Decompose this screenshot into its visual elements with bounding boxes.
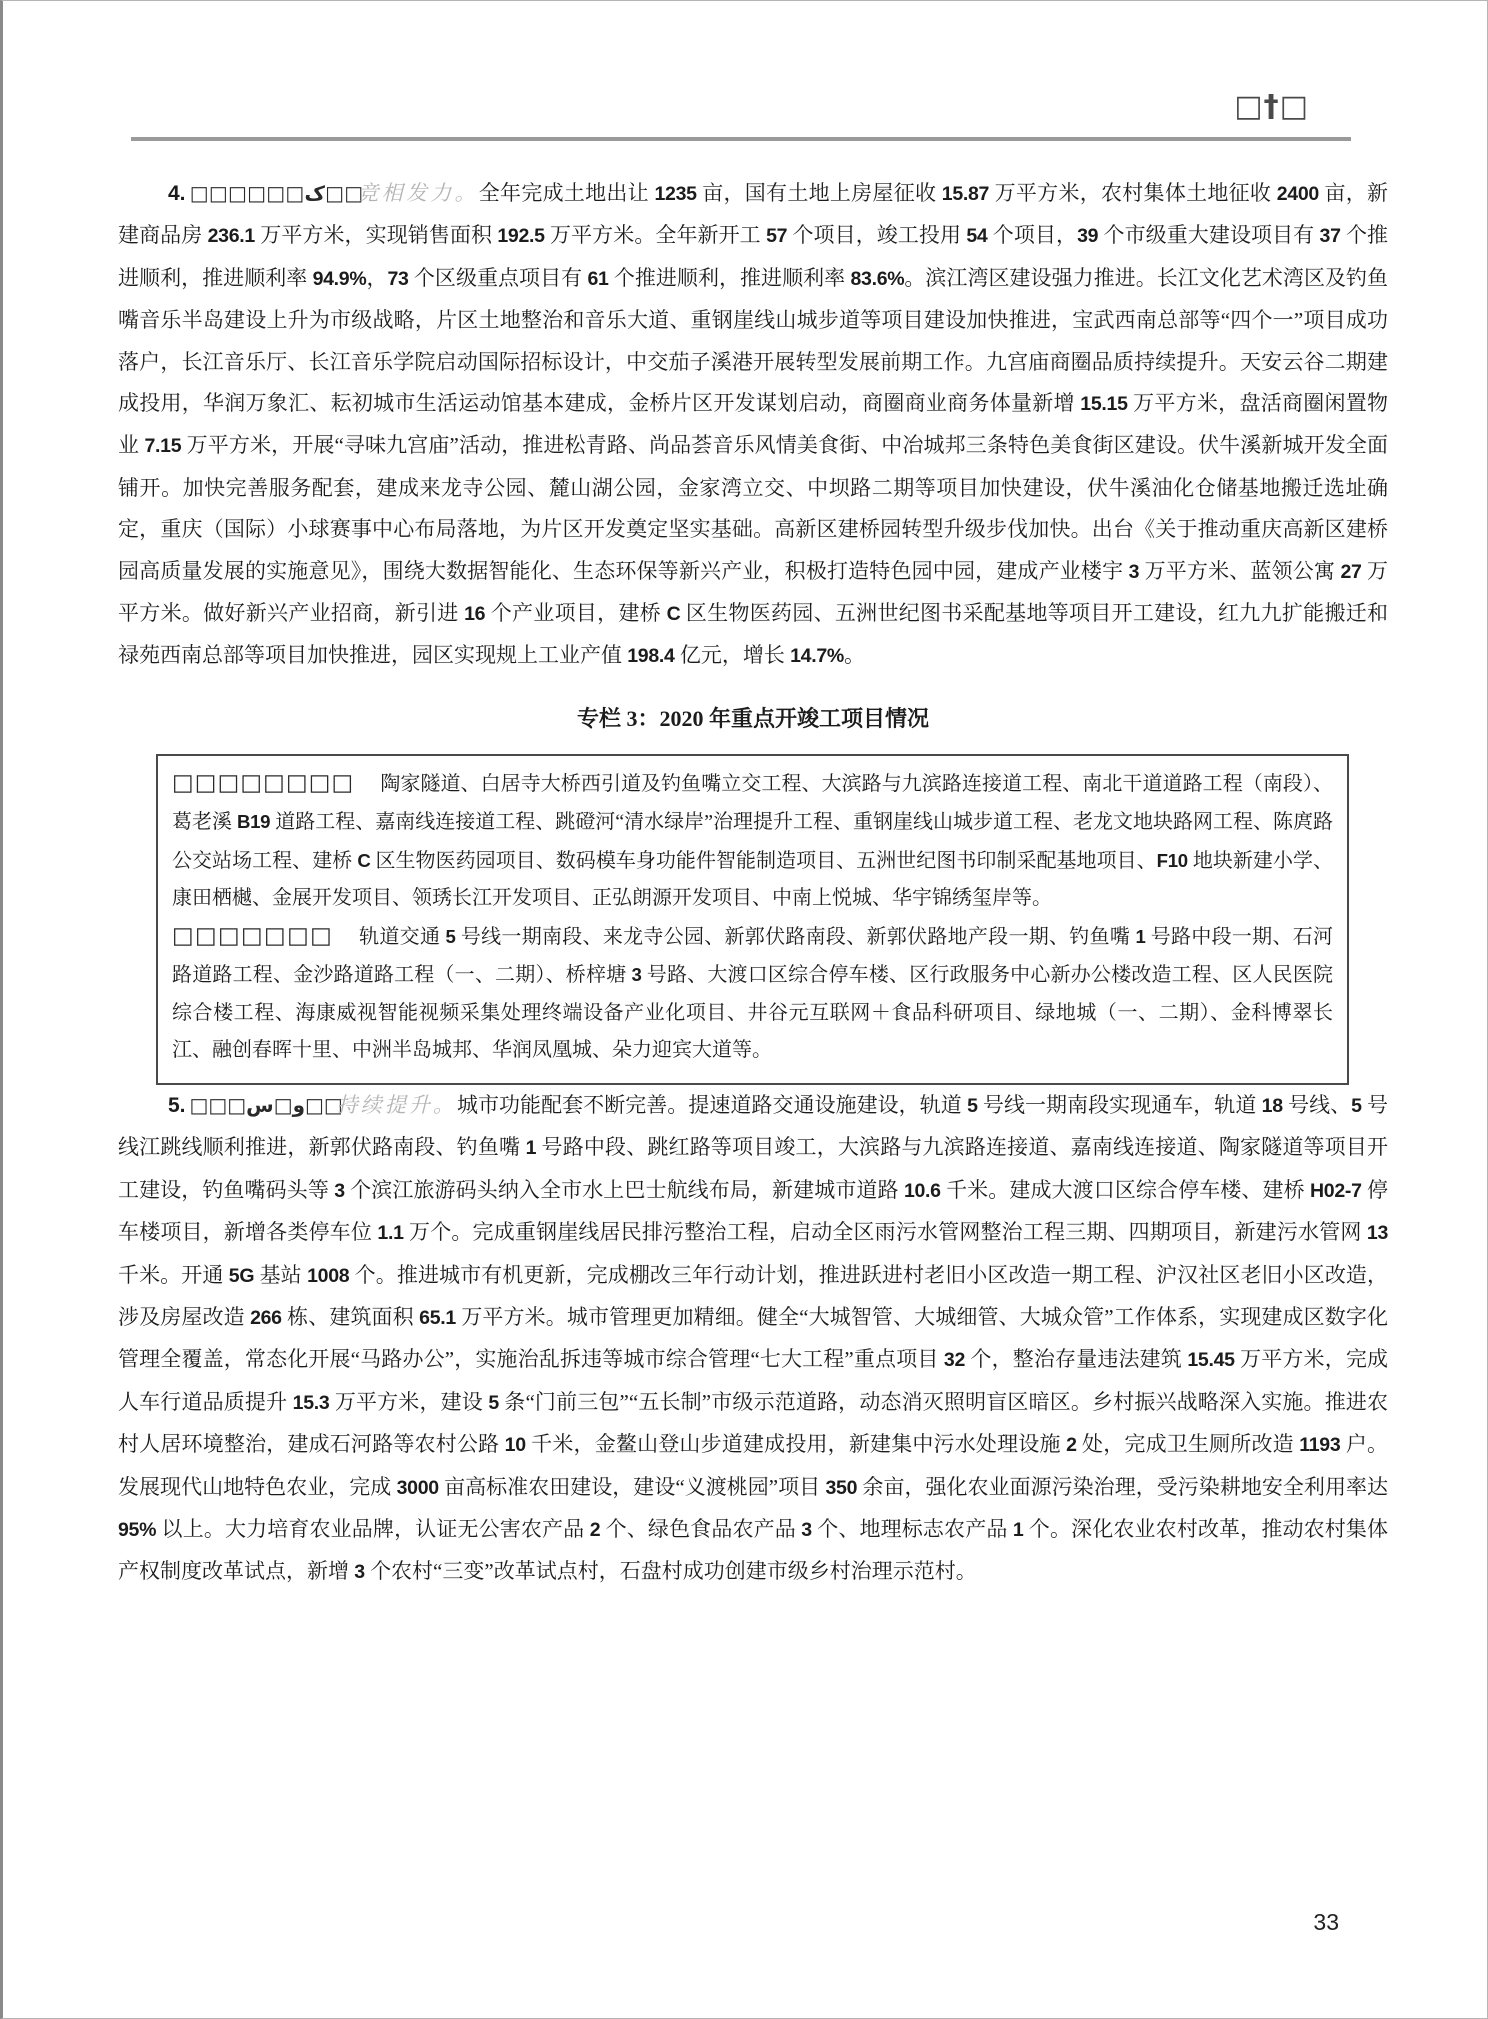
paragraph-4 [118, 173, 1388, 678]
page-content [118, 173, 1388, 1594]
paragraph-5-script-title: 持续提升。 [336, 1092, 457, 1117]
project-row-started-label-tofu: □□□□□□□□ [172, 769, 355, 796]
project-box [156, 754, 1349, 1085]
paragraph-4-number: 4. [168, 182, 186, 205]
project-row-completed-label-tofu: □□□□□□□ [172, 922, 334, 949]
column-box-title: 专栏 3：2020 年重点开竣工项目情况 [576, 705, 929, 731]
page-number: 33 [1313, 1909, 1339, 1935]
paragraph-4-script-title: 竞相发力。 [357, 181, 479, 205]
project-row-started-text: 陶家隧道、白居寺大桥西引道及钓鱼嘴立交工程、大滨路与九滨路连接道工程、南北干道道路工程（南段）、葛老溪 B19 道路工程、嘉南线连接道工程、跳磴河“清水绿岸”治理提升工程、重钢崖线山城步道工程、老龙文地块路网工程、陈庹路公交站场工程、建桥 C 区生物医药园项目、数码模车身功能件智能制造项目、五洲世纪图书印制采配基地项目、F10 地块新建小学、康田栖樾、金展开发项目、领琇长江开发项目、正弘朗源开发项目、中南上悦城、华宇锦绣玺岸等。 [172, 772, 1334, 910]
header-glyph-mark: □†□ [1234, 89, 1309, 124]
project-row-completed-text: 轨道交通 5 号线一期南段、来龙寺公园、新郭伏路南段、新郭伏路地产段一期、钓鱼嘴 1 号路中段一期、石河路道路工程、金沙路道路工程（一、二期）、桥梓塘 3 号路、大渡口区综合停车楼、区行政服务中心新办公楼改造工程、区人民医院综合楼工程、海康威视智能视频采集处理终端设备产业化项目、井谷元互联网＋食品科研项目、绿地城（一、二期）、金科博翠长江、融创春晖十里、中洲半岛城邦、华润凤凰城、朵力迎宾大道等。 [172, 925, 1334, 1062]
paragraph-5-number: 5. [168, 1093, 186, 1117]
project-row-started [172, 765, 1333, 918]
paragraph-5 [118, 1085, 1388, 1594]
paragraph-5-body: 城市功能配套不断完善。提速道路交通设施建设，轨道 5 号线一期南段实现通车，轨道 18 号线、5 号线江跳线顺利推进，新郭伏路南段、钓鱼嘴 1 号路中段、跳红路等项目竣工，大滨路与九滨路连接道、嘉南线连接道、陶家隧道等项目开工建设，钓鱼嘴码头等 3 个滨江旅游码头纳入全市水上巴士航线布局，新建城市道路 10.6 千米。建成大渡口区综合停车楼、建桥 H02-7 停车楼项目，新增各类停车位 1.1 万个。完成重钢崖线居民排污整治工程，启动全区雨污水管网整治工程三期、四期项目，新建污水管网 13 千米。开通 5G 基站 1008 个。推进城市有机更新，完成棚改三年行动计划，推进跃进村老旧小区改造一期工程、沪汉社区老旧小区改造，涉及房屋改造 266 栋、建筑面积 65.1 万平方米。城市管理更加精细。健全“大城智管、大城细管、大城众管”工作体系，实现建成区数字化管理全覆盖，常态化开展“马路办公”，实施治乱拆违等城市综合管理“七大工程”重点项目 32 个，整治存量违法建筑 15.45 万平方米，完成人车行道品质提升 15.3 万平方米，建设 5 条“门前三包”“五长制”市级示范道路，动态消灭照明盲区暗区。乡村振兴战略深入实施。推进农村人居环境整治，建成石河路等农村公路 10 千米，金鳌山登山步道建成投用，新建集中污水处理设施 2 处，完成卫生厕所改造 1193 户。发展现代山地特色农业，完成 3000 亩高标准农田建设，建设“义渡桃园”项目 350 余亩，强化农业面源污染治理，受污染耕地安全利用率达 95% 以上。大力培育农业品牌，认证无公害农产品 2 个、绿色食品农产品 3 个、地理标志农产品 1 个。深化农业农村改革，推动农村集体产权制度改革试点，新增 3 个农村“三变”改革试点村，石盘村成功创建市级乡村治理示范村。 [118, 1092, 1389, 1584]
paragraph-4-body: 全年完成土地出让 1235 亩，国有土地上房屋征收 15.87 万平方米，农村集体土地征收 2400 亩，新建商品房 236.1 万平方米，实现销售面积 192.5 万平方米。全年新开工 57 个项目，竣工投用 54 个项目，39 个市级重大建设项目有 37 个推进顺利，推进顺利率 94.9%，73 个区级重点项目有 61 个推进顺利，推进顺利率 83.6%。滨江湾区建设强力推进。长江文化艺术湾区及钓鱼嘴音乐半岛建设上升为市级战略，片区土地整治和音乐大道、重钢崖线山城步道等项目建设加快推进，宝武西南总部等“四个一”项目成功落户，长江音乐厅、长江音乐学院启动国际招标设计，中交茄子溪港开展转型发展前期工作。九宫庙商圈品质持续提升。天安云谷二期建成投用，华润万象汇、耘初城市生活运动馆基本建成，金桥片区开发谋划启动，商圈商业商务体量新增 15.15 万平方米，盘活商圈闲置物业 7.15 万平方米，开展“寻味九宫庙”活动，推进松青路、尚品荟音乐风情美食街、中冶城邦三条特色美食街区建设。伏牛溪新城开发全面铺开。加快完善服务配套，建成来龙寺公园、麓山湖公园，金家湾立交、中坝路二期等项目加快建设，伏牛溪油化仓储基地搬迁选址确定，重庆（国际）小球赛事中心布局落地，为片区开发奠定坚实基础。高新区建桥园转型升级步伐加快。出台《关于推动重庆高新区建桥园高质量发展的实施意见》，围绕大数据智能化、生态环保等新兴产业，积极打造特色园中园，建成产业楼宇 3 万平方米、蓝领公寓 27 万平方米。做好新兴产业招商，新引进 16 个产业项目，建桥 C 区生物医药园、五洲世纪图书采配基地等项目开工建设，红九九扩能搬迁和禄苑西南总部等项目加快推进，园区实现规上工业产值 198.4 亿元，增长 14.7%。 [118, 181, 1389, 668]
paragraph-5-tofu-glyphs: □□□و□س□□ [189, 1092, 343, 1117]
paragraph-4-tofu-glyphs: □□□□□□ک□□ [189, 181, 364, 205]
project-row-completed [172, 918, 1333, 1070]
header-divider [131, 137, 1351, 141]
